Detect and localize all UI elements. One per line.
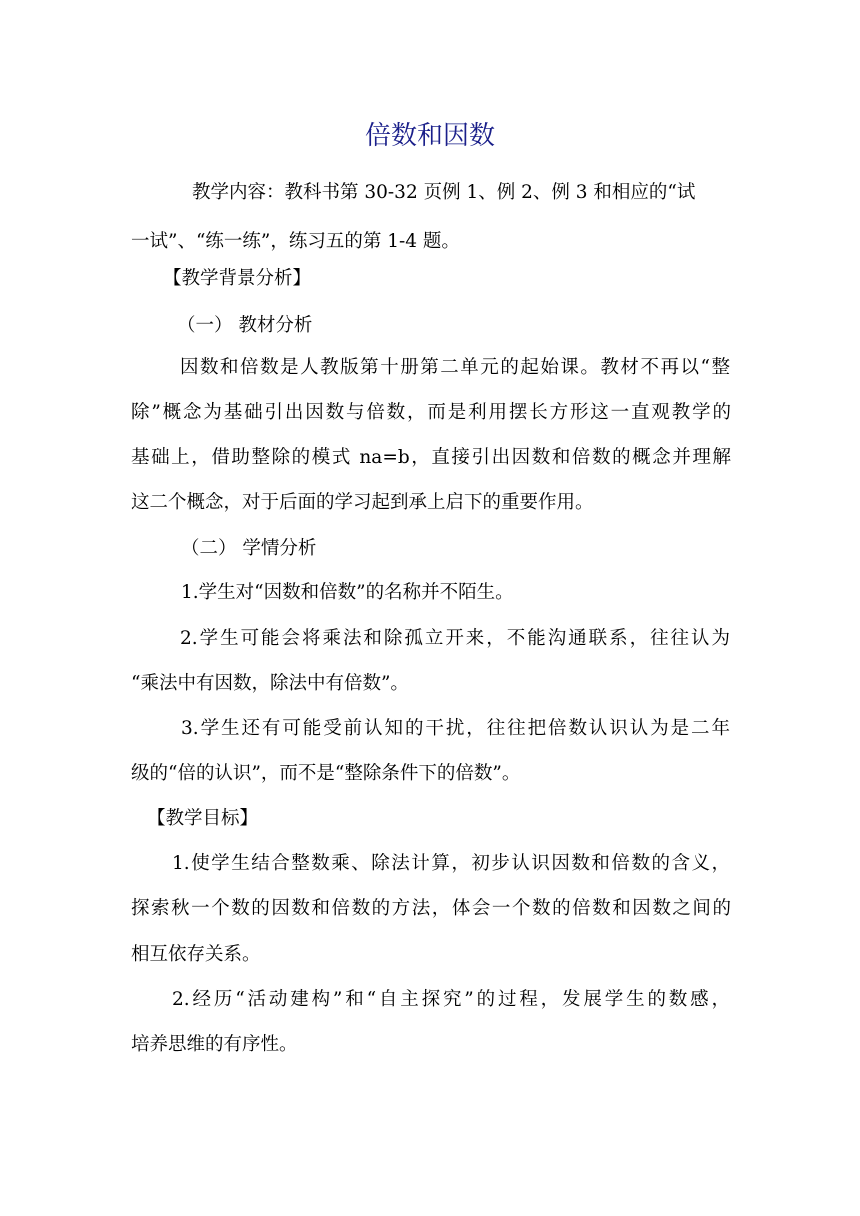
text-line: 探索秋一个数的因数和倍数的方法，体会一个数的倍数和因数之间的	[131, 898, 731, 919]
text-line: 因数和倍数是人教版第十册第二单元的起始课。教材不再以“整	[180, 357, 730, 378]
text-line: 3.学生还有可能受前认知的干扰，往往把倍数认识认为是二年	[181, 718, 730, 739]
section-heading: 【教学背景分析】	[163, 268, 312, 289]
text-line: 除”概念为基础引出因数与倍数，而是利用摆长方形这一直观教学的	[131, 402, 731, 423]
text-line: “乘法中有因数，除法中有倍数”。	[131, 673, 409, 694]
document-title: 倍数和因数	[364, 121, 495, 151]
text-line: 基础上，借助整除的模式 na=b，直接引出因数和倍数的概念并理解	[131, 447, 731, 468]
text-line: 2.经历“活动建构”和“自主探究”的过程，发展学生的数感，	[172, 989, 730, 1010]
text-line: 1.学生对“因数和倍数”的名称并不陌生。	[181, 582, 514, 603]
text-line: 培养思维的有序性。	[131, 1034, 298, 1055]
section-heading: 【教学目标】	[147, 808, 259, 829]
text-line: 1.使学生结合整数乘、除法计算，初步认识因数和倍数的含义，	[172, 853, 730, 874]
subsection-heading: （一） 教材分析	[177, 315, 313, 336]
text-line: 教学内容：教科书第 30-32 页例 1、例 2、例 3 和相应的“试	[192, 182, 696, 203]
subsection-heading: （二） 学情分析	[181, 538, 317, 559]
text-line: 一试”、“练一练”，练习五的第 1-4 题。	[131, 231, 460, 252]
text-line: 级的“倍的认识”，而不是“整除条件下的倍数”。	[131, 763, 521, 784]
text-line: 2.学生可能会将乘法和除孤立开来，不能沟通联系，往往认为	[180, 628, 730, 649]
text-line: 这二个概念，对于后面的学习起到承上启下的重要作用。	[131, 492, 594, 513]
text-line: 相互依存关系。	[131, 944, 261, 965]
